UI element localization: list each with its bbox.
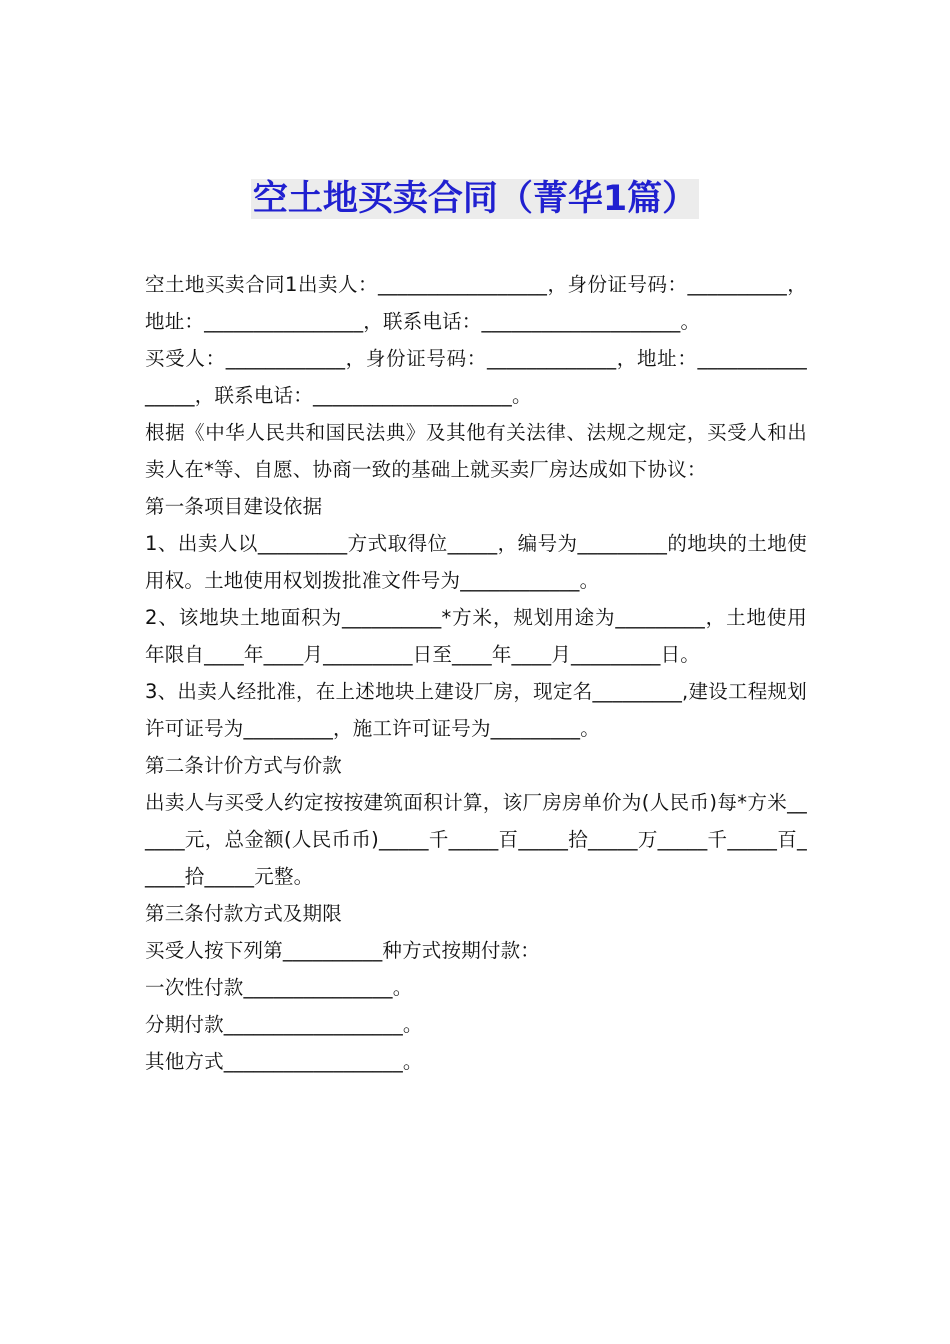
document-body xyxy=(145,266,807,1080)
paragraph-seller-info: 空土地买卖合同1出卖人：_________________，身份证号码：__________，地址：________________，联系电话：____________________。 xyxy=(145,273,807,333)
paragraph-other-method: 其他方式__________________。 xyxy=(145,1050,423,1073)
paragraph-article-1-item-3: 3、出卖人经批准，在上述地块上建设厂房，现定名_________,建设工程规划许可证号为_________，施工许可证号为_________。 xyxy=(145,680,807,740)
paragraph-article-2-price: 出卖人与买受人约定按按建筑面积计算，该厂房房单价为(人民币)每*方米______元，总金额(人民币币)_____千_____百_____拾_____万_____千_____百_____拾_____元整。 xyxy=(145,791,807,888)
paragraph-article-1-item-1: 1、出卖人以_________方式取得位_____，编号为_________的地块的土地使用权。土地使用权划拨批准文件号为____________。 xyxy=(145,532,807,592)
paragraph-article-3-method: 买受人按下列第__________种方式按期付款： xyxy=(145,939,541,962)
heading-article-2: 第二条计价方式与价款 xyxy=(145,754,343,777)
document-title-text: 空土地买卖合同（菁华1篇） xyxy=(252,179,698,219)
paragraph-preamble: 根据《中华人民共和国民法典》及其他有关法律、法规之规定，买受人和出卖人在*等、自愿、协商一致的基础上就买卖厂房达成如下协议： xyxy=(145,421,807,481)
paragraph-article-1-item-2: 2、该地块土地面积为__________*方米，规划用途为_________，土地使用年限自____年____月_________日至____年____月_________日。 xyxy=(145,606,807,666)
paragraph-buyer-info: 买受人：____________，身份证号码：_____________，地址：________________，联系电话：____________________。 xyxy=(145,347,807,407)
paragraph-installment: 分期付款__________________。 xyxy=(145,1013,423,1036)
heading-article-1: 第一条项目建设依据 xyxy=(145,495,323,518)
paragraph-lump-sum: 一次性付款_______________。 xyxy=(145,976,413,999)
heading-article-3: 第三条付款方式及期限 xyxy=(145,902,343,925)
document-title xyxy=(0,176,950,222)
